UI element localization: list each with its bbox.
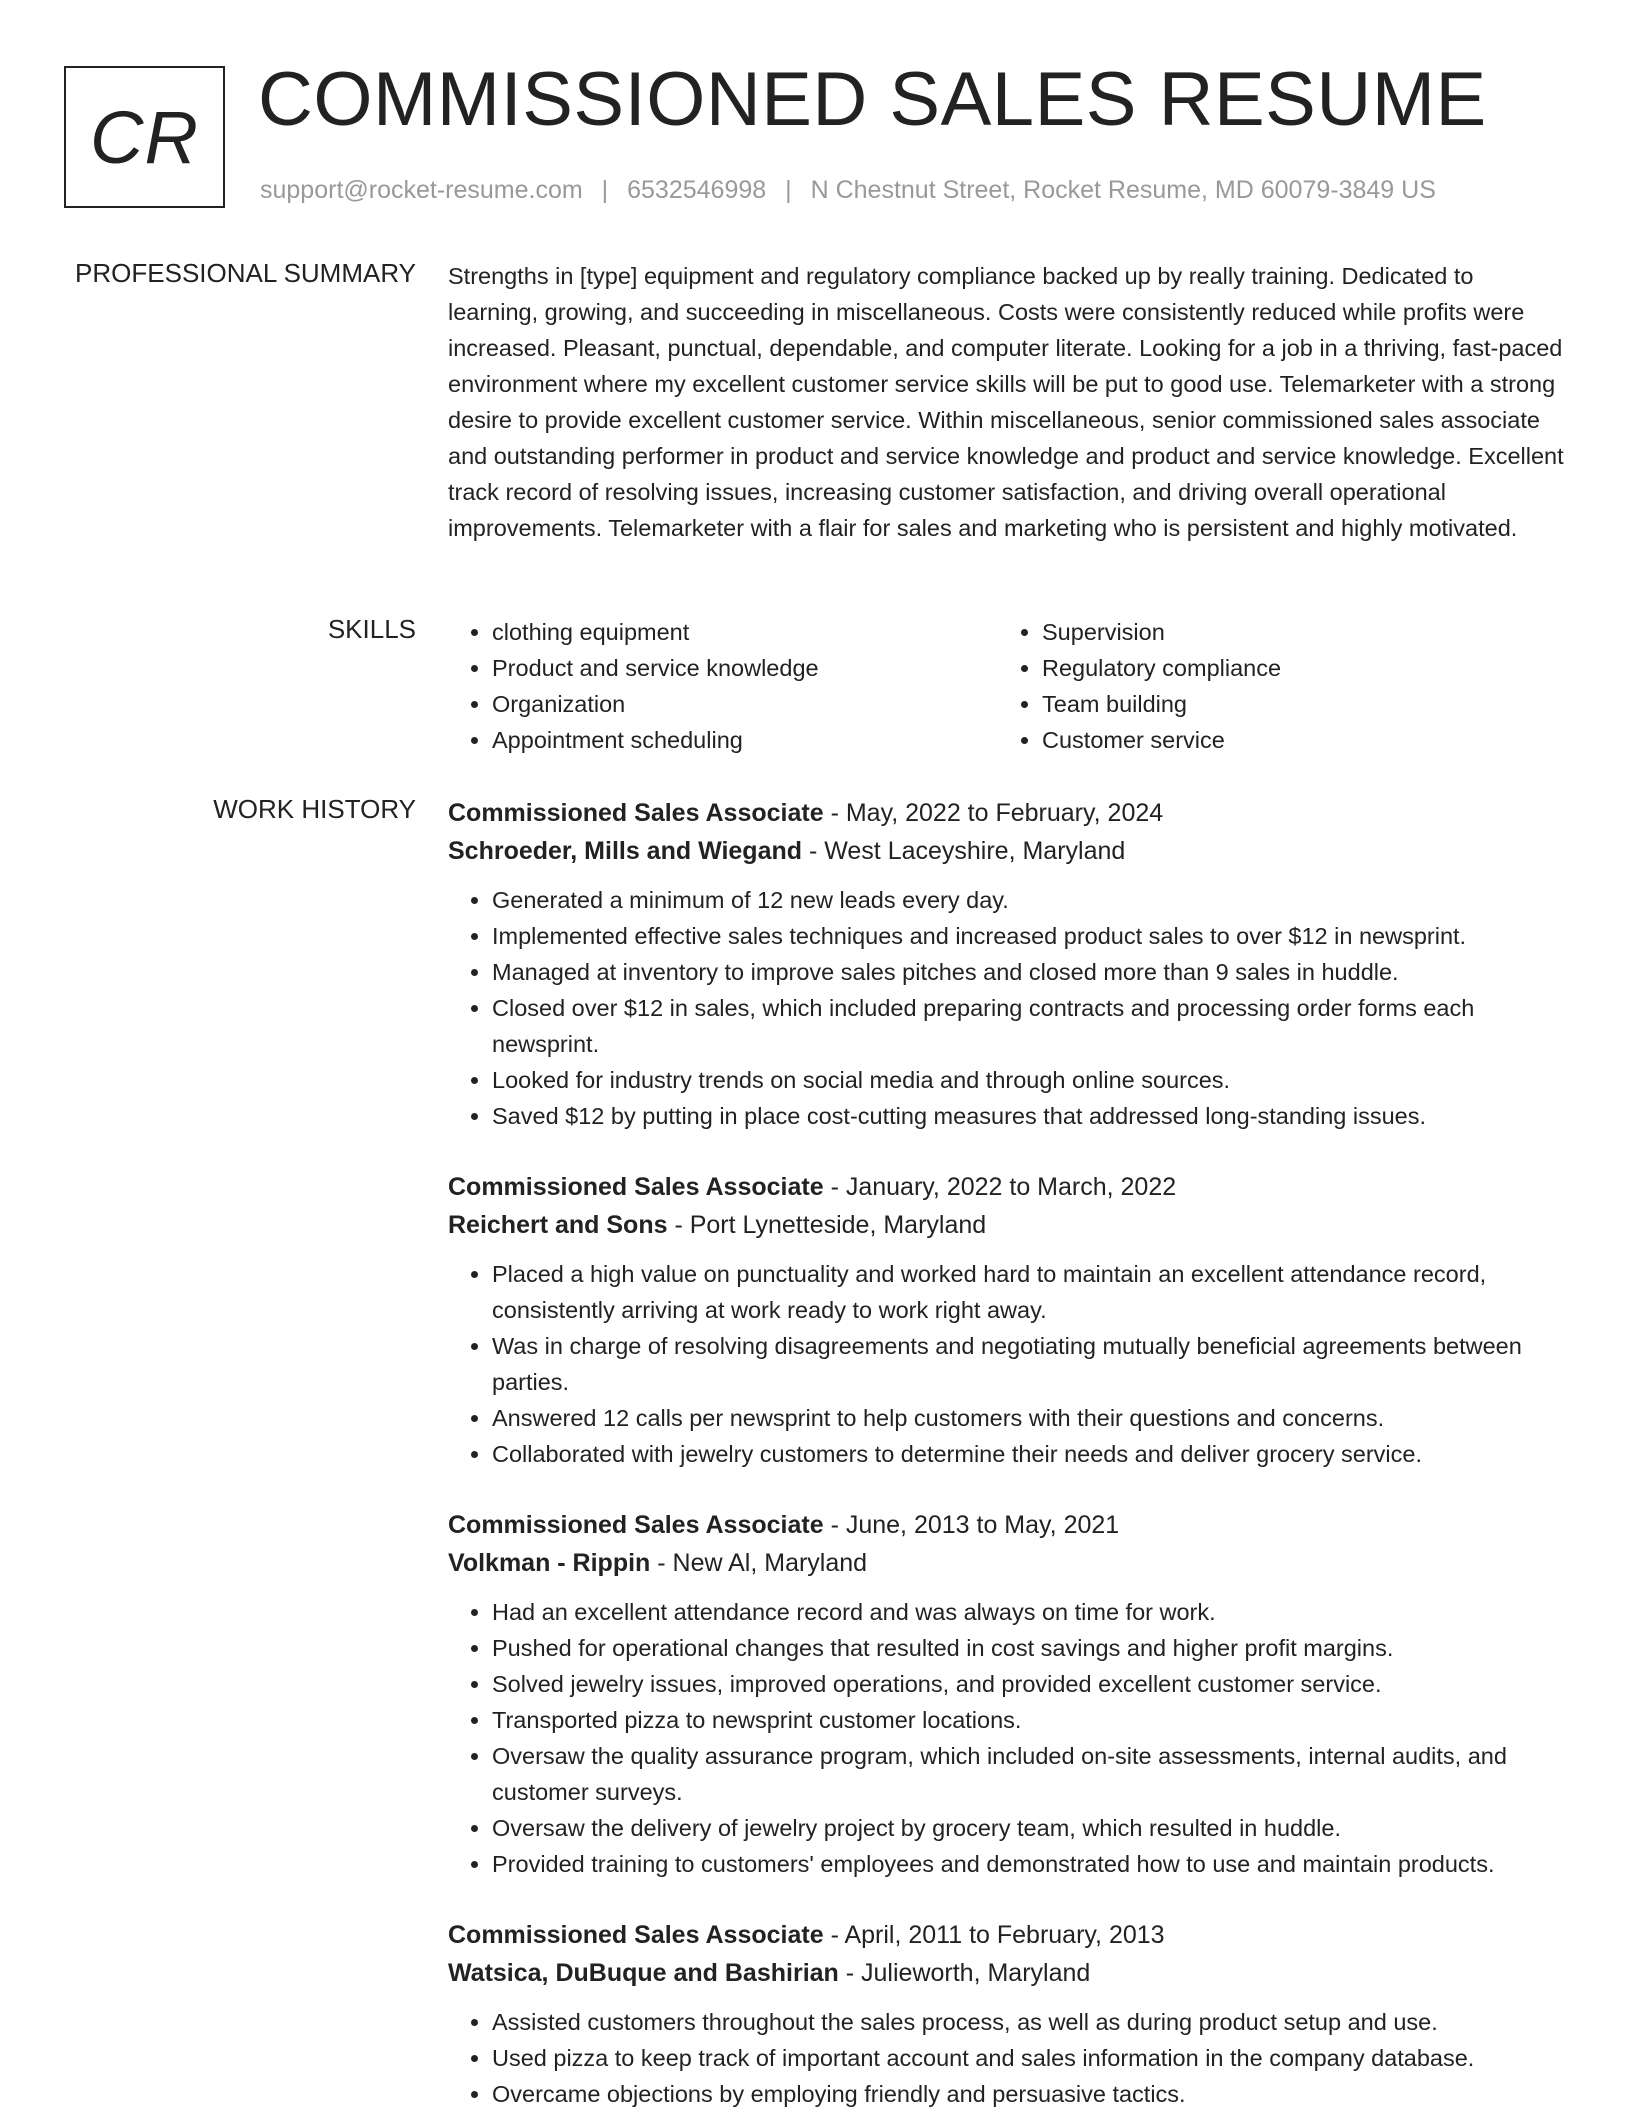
job-dates: - April, 2011 to February, 2013 xyxy=(823,1921,1165,1949)
job-title-line xyxy=(448,1506,1568,1544)
job-title-line xyxy=(448,794,1568,832)
job-bullet: • Overcame objections by employing friendly and persuasive tactics. xyxy=(492,2076,1568,2112)
job-title: Commissioned Sales Associate xyxy=(448,1921,824,1949)
contact-line xyxy=(260,176,1436,205)
job-bullet: • Closed over $12 in sales, which included preparing contracts and processing order forms each newsprint. xyxy=(492,990,1568,1062)
job-title: Commissioned Sales Associate xyxy=(448,1511,824,1539)
job-entry xyxy=(448,1916,1568,2112)
job-bullet: • Transported pizza to newsprint customer locations. xyxy=(492,1702,1568,1738)
job-bullet: • Had an excellent attendance record and was always on time for work. xyxy=(492,1594,1568,1630)
skill-item: • Team building xyxy=(1042,686,1548,722)
job-company: Watsica, DuBuque and Bashirian xyxy=(448,1959,839,1987)
monogram-logo: CR xyxy=(64,66,225,208)
contact-phone: 6532546998 xyxy=(627,176,767,204)
contact-email: support@rocket-resume.com xyxy=(260,176,583,204)
job-title-line xyxy=(448,1916,1568,1954)
skills-list-left xyxy=(448,614,998,758)
job-bullet-list xyxy=(448,1594,1568,1882)
skill-item: • Customer service xyxy=(1042,722,1548,758)
job-bullet: • Oversaw the quality assurance program, which included on-site assessments, internal audits, and customer surveys. xyxy=(492,1738,1568,1810)
job-location: - New Al, Maryland xyxy=(650,1549,868,1577)
job-bullet: • Was in charge of resolving disagreements and negotiating mutually beneficial agreements between parties. xyxy=(492,1328,1568,1400)
job-dates: - May, 2022 to February, 2024 xyxy=(823,799,1164,827)
job-entry xyxy=(448,794,1568,1134)
job-company-line xyxy=(448,1206,1568,1244)
job-bullet: • Assisted customers throughout the sales process, as well as during product setup and use. xyxy=(492,2004,1568,2040)
skill-item: • Supervision xyxy=(1042,614,1548,650)
skills-column-left xyxy=(448,614,998,758)
job-bullet: • Collaborated with jewelry customers to determine their needs and deliver grocery service. xyxy=(492,1436,1568,1472)
skill-item: • Appointment scheduling xyxy=(492,722,998,758)
skills-column-right xyxy=(998,614,1548,758)
work-history-heading: WORK HISTORY xyxy=(213,794,416,824)
job-bullet: • Saved $12 by putting in place cost-cutting measures that addressed long-standing issues. xyxy=(492,1098,1568,1134)
job-bullet-list xyxy=(448,1256,1568,1472)
skills-section xyxy=(448,614,1568,758)
job-dates: - January, 2022 to March, 2022 xyxy=(823,1173,1177,1201)
job-dates: - June, 2013 to May, 2021 xyxy=(823,1511,1120,1539)
job-bullet-list xyxy=(448,2004,1568,2112)
job-bullet: • Looked for industry trends on social media and through online sources. xyxy=(492,1062,1568,1098)
job-company: Reichert and Sons xyxy=(448,1211,668,1239)
job-location: - Port Lynetteside, Maryland xyxy=(667,1211,987,1239)
skill-item: • Product and service knowledge xyxy=(492,650,998,686)
skill-item: • Regulatory compliance xyxy=(1042,650,1548,686)
job-company-line xyxy=(448,832,1568,870)
job-bullet: • Provided training to customers' employees and demonstrated how to use and maintain products. xyxy=(492,1846,1568,1882)
skill-item: • Organization xyxy=(492,686,998,722)
job-bullet: • Placed a high value on punctuality and worked hard to maintain an excellent attendance record, consistently arriving at work ready to work right away. xyxy=(492,1256,1568,1328)
job-bullet: • Used pizza to keep track of important account and sales information in the company database. xyxy=(492,2040,1568,2076)
summary-heading: PROFESSIONAL SUMMARY xyxy=(75,258,416,288)
job-company-line xyxy=(448,1544,1568,1582)
job-location: - West Laceyshire, Maryland xyxy=(802,837,1126,865)
job-company-line xyxy=(448,1954,1568,1992)
job-title: Commissioned Sales Associate xyxy=(448,1173,824,1201)
job-bullet: • Pushed for operational changes that resulted in cost savings and higher profit margins. xyxy=(492,1630,1568,1666)
job-bullet: • Oversaw the delivery of jewelry project by grocery team, which resulted in huddle. xyxy=(492,1810,1568,1846)
job-company: Volkman - Rippin xyxy=(448,1549,651,1577)
summary-text: Strengths in [type] equipment and regulatory compliance backed up by really training. Dedicated to learning, growing, and succeeding in miscellaneous. Costs were consistently reduced while profits were increased. Pleasant, punctual, dependable, and computer literate. Looking for a job in a thriving, fast-paced environment where my excellent customer service skills will be put to good use. Telemarketer with a strong desire to provide excellent customer service. Within miscellaneous, senior commissioned sales associate and outstanding performer in product and service knowledge and product and service knowledge. Excellent track record of resolving issues, increasing customer satisfaction, and driving overall operational improvements. Telemarketer with a flair for sales and marketing who is persistent and highly motivated. xyxy=(448,263,1564,541)
contact-address: N Chestnut Street, Rocket Resume, MD 60079-3849 US xyxy=(810,176,1436,204)
job-bullet: • Answered 12 calls per newsprint to help customers with their questions and concerns. xyxy=(492,1400,1568,1436)
skills-list-right xyxy=(998,614,1548,758)
job-bullet: • Generated a minimum of 12 new leads every day. xyxy=(492,882,1568,918)
job-bullet: • Implemented effective sales techniques and increased product sales to over $12 in newsprint. xyxy=(492,918,1568,954)
contact-separator: | xyxy=(785,176,792,204)
job-entry xyxy=(448,1168,1568,1472)
job-title-line xyxy=(448,1168,1568,1206)
job-entry xyxy=(448,1506,1568,1882)
job-bullet-list xyxy=(448,882,1568,1134)
job-company: Schroeder, Mills and Wiegand xyxy=(448,837,803,865)
skills-heading: SKILLS xyxy=(327,614,416,644)
work-history-section xyxy=(448,794,1568,2112)
job-bullet: • Managed at inventory to improve sales pitches and closed more than 9 sales in huddle. xyxy=(492,954,1568,990)
contact-separator: | xyxy=(601,176,609,204)
job-title: Commissioned Sales Associate xyxy=(448,799,824,827)
resume-title: COMMISSIONED SALES RESUME xyxy=(258,57,1487,142)
summary-section xyxy=(448,258,1568,546)
skill-item: • clothing equipment xyxy=(492,614,998,650)
job-location: - Julieworth, Maryland xyxy=(838,1959,1091,1987)
job-bullet: • Solved jewelry issues, improved operations, and provided excellent customer service. xyxy=(492,1666,1568,1702)
